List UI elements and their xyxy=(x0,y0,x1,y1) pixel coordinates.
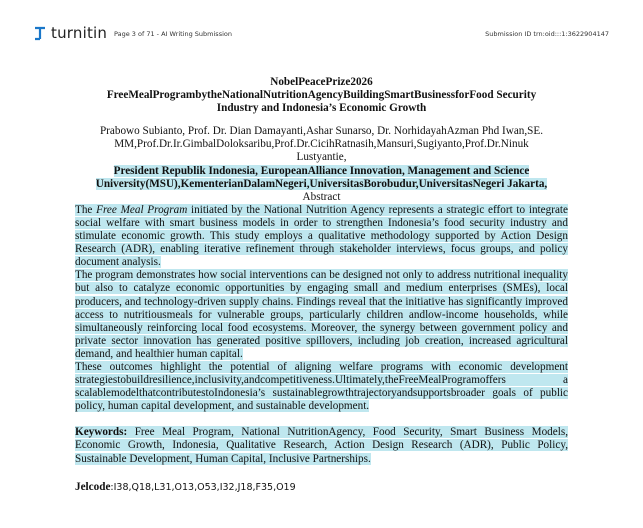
affil-line-2: University(MSU),KementerianDalamNegeri,UniversitasBorobudur,UniversitasNegeri Jakarta, xyxy=(95,177,548,190)
submission-id: Submission ID trn:oid:::1:3622904147 xyxy=(485,30,609,38)
p2-text: The program demonstrates how social interventions can be designed not only to address nutritional inequality but also to catalyze economic opportunities by engaging small and medium enterprises (SMEs), local producers, and technology-driven supply chains. Findings reveal that the initiative has significantly improved access to nutritiousmeals for vulnerable groups, particularly children andlow-income households, while simultaneously reinforcing local food ecosystems. Moreover, the synergy between government policy and private sector innovation has generated positive spillovers, including job creation, increased agricultural demand, and healthier human capital. xyxy=(75,269,568,360)
jel-label: Jelcode xyxy=(75,480,111,493)
p1-post: initiated by the National Nutrition Agency represents a strategic effort to integrate social welfare with smart business models in order to strengthen Indonesia’s food security industry and stimulate economic growth. This study employs a qualitative methodology supported by Action Design Research (ADR), enabling iterative refinement through stakeholder interviews, focus groups, and policy document analysis. xyxy=(75,203,568,269)
authors-line-3: Lustyantie, xyxy=(296,151,347,164)
keywords-label: Keywords: xyxy=(75,426,128,439)
keywords-text: Free Meal Program, National NutritionAgency, Food Security, Smart Business Models, Economic Growth, Indonesia, Qualitative Research, Action Design Research (ADR), Public Policy, Sustainable Development, Human Capital, Inclusive Partnerships. xyxy=(75,426,568,465)
p1-emphasis: Free Meal Program xyxy=(96,203,188,216)
abstract-paragraph-1 xyxy=(75,204,568,269)
page-header xyxy=(0,0,643,60)
affil-line-1: President Republik Indonesia, EuropeanAlliance Innovation, Management and Science xyxy=(113,164,530,177)
affiliations xyxy=(75,165,568,191)
jel-value: :I38,Q18,L31,O13,O53,I32,J18,F35,O19 xyxy=(110,481,296,493)
document-body xyxy=(75,74,568,494)
abstract-heading: Abstract xyxy=(302,190,341,203)
turnitin-logo-icon xyxy=(33,25,47,41)
authors xyxy=(75,125,568,164)
page-info: Page 3 of 71 - AI Writing Submission xyxy=(114,30,232,38)
authors-line-1: Prabowo Subianto, Prof. Dr. Dian Damayanti,Ashar Sunarso, Dr. NorhidayahAzman Phd Iwan,SE. xyxy=(99,125,544,138)
abstract-paragraph-2 xyxy=(75,269,568,361)
jel-code xyxy=(75,481,568,494)
turnitin-logo xyxy=(33,24,107,42)
p1-pre: The xyxy=(75,203,97,216)
title-line-2: FreeMealProgrambytheNationalNutritionAgencyBuildingSmartBusinessforFood Security xyxy=(106,89,537,102)
p3-text: These outcomes highlight the potential of aligning welfare programs with economic development strategiestobuildresilience,inclusivity,andcompetitiveness.Ultimately,theFreeMealProgramoffers a scalablemodelthatcontributestoIndonesia’s sustainablegrowthtrajectoryandsupportsbroader goals of public policy, human capital development, and sustainable development. xyxy=(75,360,568,413)
abstract-paragraph-3 xyxy=(75,361,568,413)
keywords xyxy=(75,426,568,465)
logo-text: turnitin xyxy=(51,24,108,42)
authors-line-2: MM,Prof.Dr.Ir.GimbalDoloksaribu,Prof.Dr.CicihRatnasih,Mansuri,Sugiyanto,Prof.Dr.Ninuk xyxy=(114,138,529,151)
title-line-3: Industry and Indonesia’s Economic Growth xyxy=(216,102,427,115)
title-line-1: NobelPeacePrize2026 xyxy=(270,76,373,88)
